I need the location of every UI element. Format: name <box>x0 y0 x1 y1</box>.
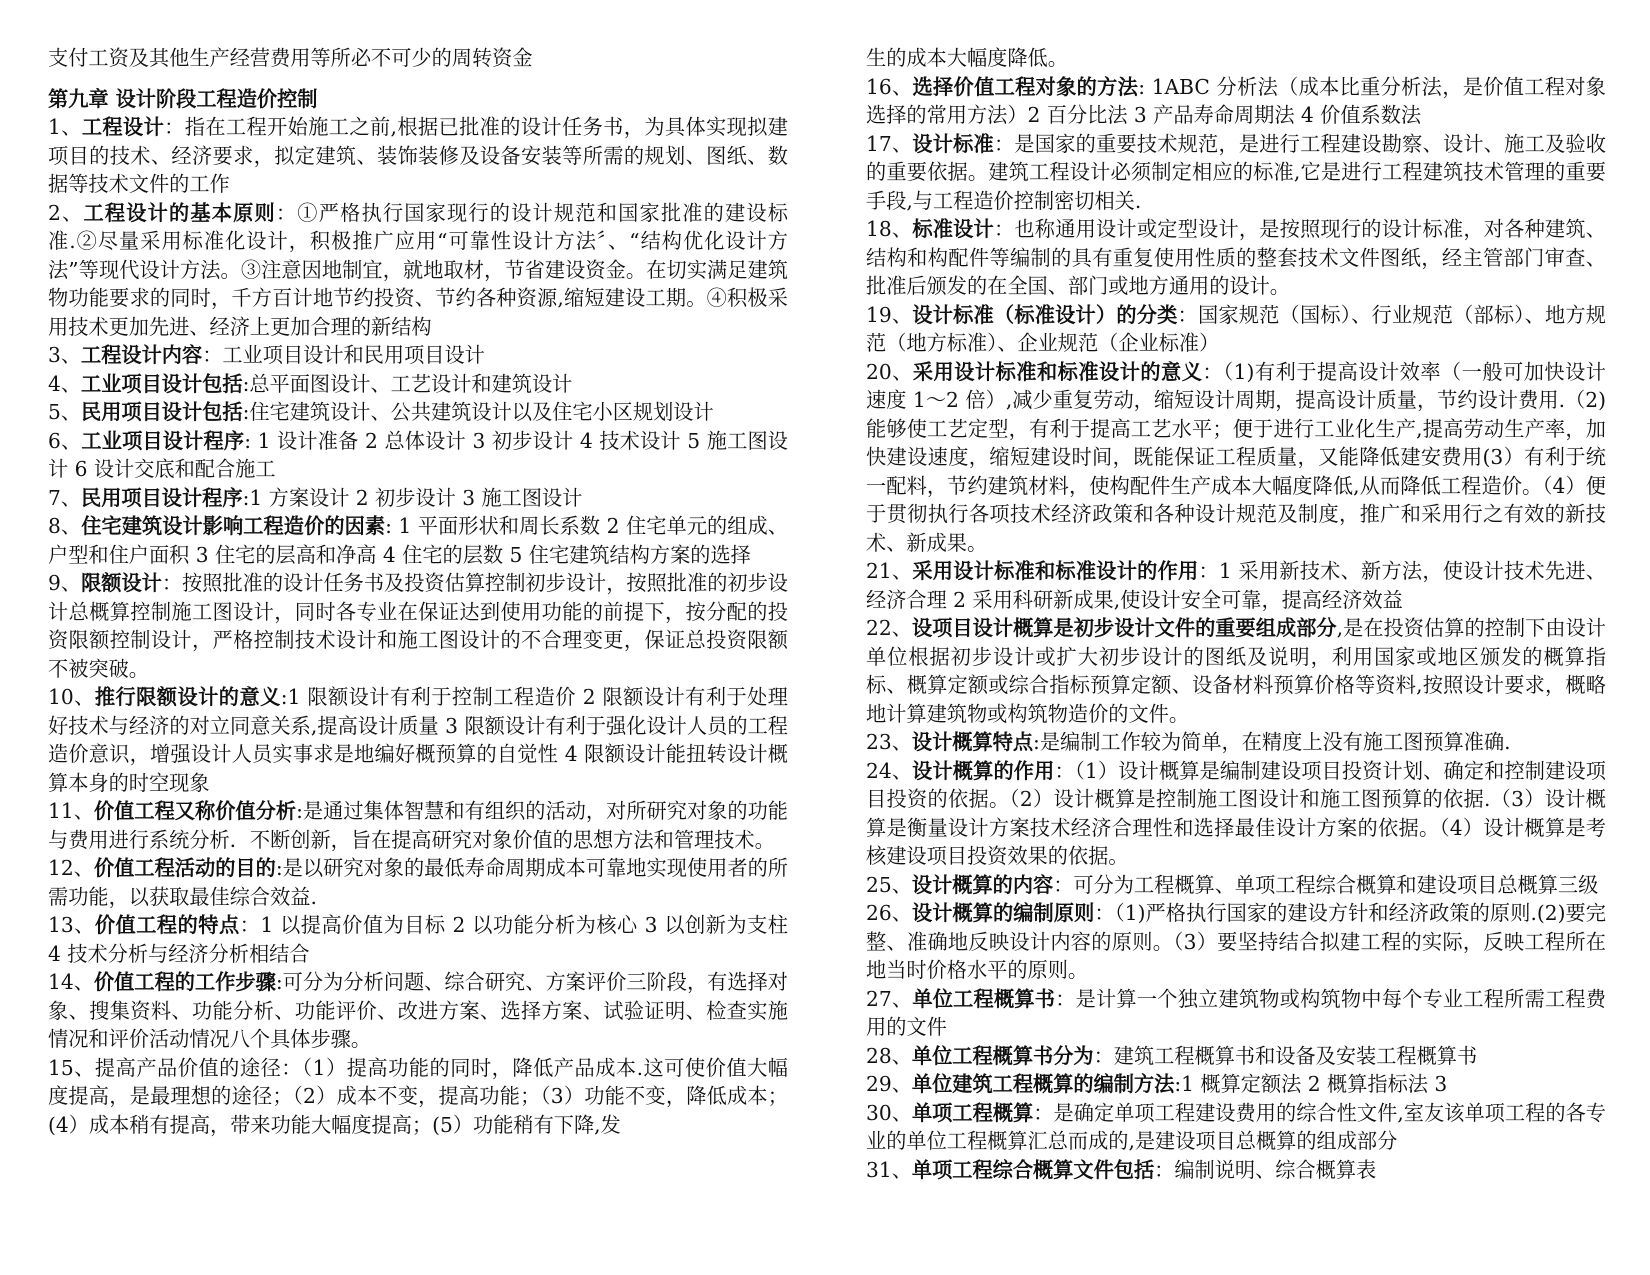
list-item <box>866 985 1606 1042</box>
item-number: 27、 <box>866 986 913 1011</box>
list-item <box>866 1070 1606 1099</box>
item-number: 24、 <box>866 758 913 783</box>
item-term: 单位工程概算书 <box>912 986 1056 1011</box>
item-number: 12、 <box>48 856 94 880</box>
item-number: 17、 <box>866 131 913 156</box>
item-text: ,是在投资估算的控制下由设计单位根据初步设计或扩大初步设计的图纸及说明，利用国家或地区颁发的概算指标、概算定额或综合指标预算定额、设备材料预算价格等资料,按照设计要求，概略地计算建筑物或构筑物造价的文件。 <box>866 616 1606 726</box>
item-term: 设计概算的作用 <box>912 758 1055 783</box>
list-item <box>866 130 1606 216</box>
item-number: 8、 <box>48 514 82 538</box>
item-term: 工程设计 <box>81 115 165 139</box>
list-item <box>48 512 788 569</box>
item-number: 20、 <box>866 359 913 384</box>
item-term: 价值工程活动的目的 <box>93 856 276 880</box>
intro-line: 支付工资及其他生产经营费用等所必不可少的周转资金 <box>48 46 533 70</box>
item-term: 设计标准 <box>912 131 994 156</box>
list-item <box>48 427 788 484</box>
list-item <box>48 683 788 797</box>
list-item <box>866 728 1606 757</box>
list-item <box>866 899 1606 985</box>
item-term: 设计概算的编制原则 <box>912 901 1095 925</box>
list-item <box>48 199 788 342</box>
item-term: 采用设计标准和标准设计的作用 <box>912 559 1199 583</box>
item-number: 23、 <box>866 730 912 754</box>
item-text: :1 限额设计有利于控制工程造价 2 限额设计有利于处理好技术与经济的对立同意关系,提高设计质量 3 限额设计有利于强化设计人员的工程造价意识，增强设计人员实事求是地编好概预算的自觉性 4 限额设计能扭转设计概算本身的时空现象 <box>48 685 788 795</box>
item-number: 21、 <box>866 559 913 583</box>
chapter-title: 第九章 设计阶段工程造价控制 <box>48 86 318 111</box>
item-number: 15、 <box>48 1055 95 1080</box>
item-term: 设计概算特点 <box>911 730 1034 754</box>
item-number: 31、 <box>866 1157 912 1182</box>
item-term: 民用项目设计程序 <box>81 485 243 510</box>
item-text: :总平面图设计、工艺设计和建筑设计 <box>242 371 573 396</box>
item-text: 提高产品价值的途径：（1）提高功能的同时，降低产品成本.这可使价值大幅度提高，是最理想的途径；（2）成本不变，提高功能；（3）功能不变，降低成本；(4）成本稍有提高，带来功能大幅度提高；(5）功能稍有下降,发 <box>48 1055 788 1137</box>
item-number: 28、 <box>866 1043 912 1068</box>
item-text: ：是确定单项工程建设费用的综合性文件,室友该单项工程的各专业的单位工程概算汇总而成的,是建设项目总概算的组成部分 <box>866 1100 1606 1153</box>
item-term: 单位建筑工程概算的编制方法 <box>911 1072 1175 1096</box>
item-term: 标准设计 <box>912 217 994 241</box>
list-item <box>48 797 788 854</box>
left-column <box>48 44 788 1139</box>
right-items <box>866 73 1606 1185</box>
list-item <box>48 398 788 427</box>
list-item <box>866 215 1606 301</box>
item-text: ：是计算一个独立建筑物或构筑物中每个专业工程所需工程费用的文件 <box>866 986 1606 1039</box>
item-term: 单位工程概算书分为 <box>911 1043 1094 1068</box>
list-item <box>866 871 1606 900</box>
left-items <box>48 113 788 1139</box>
item-term: 工业项目设计包括 <box>81 371 243 396</box>
item-text: ：国家规范（国标）、行业规范（部标）、地方规范（地方标准）、企业规范（企业标准） <box>866 302 1606 355</box>
item-number: 1、 <box>48 115 82 139</box>
item-number: 22、 <box>866 616 912 640</box>
item-term: 选择价值工程对象的方法 <box>912 74 1139 99</box>
item-number: 6、 <box>48 428 82 453</box>
list-item <box>866 301 1606 358</box>
item-text: :是通过集体智慧和有组织的活动，对所研究对象的功能与费用进行系统分析．不断创新，旨在提高研究对象价值的思想方法和管理技术。 <box>48 799 788 852</box>
item-term: 单项工程概算 <box>911 1100 1034 1125</box>
list-item <box>48 911 788 968</box>
item-number: 13、 <box>48 913 95 937</box>
item-term: 设项目设计概算是初步设计文件的重要组成部分 <box>911 616 1337 640</box>
item-number: 26、 <box>866 901 913 925</box>
right-column <box>866 44 1606 1184</box>
item-number: 10、 <box>48 685 95 709</box>
item-term: 采用设计标准和标准设计的意义 <box>912 359 1203 384</box>
item-number: 25、 <box>866 872 912 897</box>
item-number: 19、 <box>866 302 913 327</box>
item-text: ：编制说明、综合概算表 <box>1154 1157 1377 1182</box>
item-text: ：建筑工程概算书和设备及安装工程概算书 <box>1093 1043 1478 1068</box>
list-item <box>48 968 788 1054</box>
item-term: 住宅建筑设计影响工程造价的因素 <box>81 514 386 538</box>
item-term: 价值工程又称价值分析 <box>93 799 297 823</box>
item-term: 限额设计 <box>81 571 162 595</box>
item-term: 工程设计内容 <box>81 343 203 367</box>
item-number: 5、 <box>48 400 82 424</box>
list-item <box>48 341 788 370</box>
item-text: ：也称通用设计或定型设计，是按照现行的设计标准，对各种建筑、结构和构配件等编制的具有重复使用性质的整套技术文件图纸，经主管部门审查、批准后颁发的在全国、部门或地方通用的设计。 <box>866 217 1606 298</box>
item-text: :1 概算定额法 2 概算指标法 3 <box>1174 1072 1448 1096</box>
item-text: :是编制工作较为简单，在精度上没有施工图预算准确. <box>1033 730 1511 754</box>
item-number: 11、 <box>48 799 94 823</box>
list-item <box>866 358 1606 558</box>
item-number: 3、 <box>48 343 82 367</box>
item-text: :住宅建筑设计、公共建筑设计以及住宅小区规划设计 <box>242 400 714 424</box>
item-text: ：工业项目设计和民用项目设计 <box>202 343 485 367</box>
item-text: ：按照批准的设计任务书及投资估算控制初步设计，按照批准的初步设计总概算控制施工图设计，同时各专业在保证达到使用功能的前提下，按分配的投资限额控制设计，严格控制技术设计和施工图设计的不合理变更，保证总投资限额不被突破。 <box>48 571 788 681</box>
item-term: 单项工程综合概算文件包括 <box>911 1157 1155 1182</box>
item-number: 30、 <box>866 1100 912 1125</box>
item-term: 民用项目设计包括 <box>81 400 243 424</box>
item-number: 2、 <box>48 200 84 225</box>
list-item <box>48 484 788 513</box>
item-number: 16、 <box>866 74 913 99</box>
item-text: :1 方案设计 2 初步设计 3 施工图设计 <box>242 485 583 510</box>
continuation-line: 生的成本大幅度降低。 <box>866 46 1068 70</box>
item-text: ：可分为工程概算、单项工程综合概算和建设项目总概算三级 <box>1053 872 1599 897</box>
item-term: 推行限额设计的意义 <box>94 685 281 709</box>
item-text: : 1 平面形状和周长系数 2 住宅单元的组成、户型和住户面积 3 住宅的层高和净高 4 住宅的层数 5 住宅建筑结构方案的选择 <box>48 514 788 567</box>
list-item <box>48 370 788 399</box>
item-number: 9、 <box>48 571 82 595</box>
item-text: ：①严格执行国家现行的设计规范和国家批准的建设标准.②尽量采用标准化设计，积极推广应用“可靠性设计方法〞、“结构优化设计方法”等现代设计方法。③注意因地制宜，就地取材，节省建设资金。在切实满足建筑物功能要求的同时，千方百计地节约投资、节约各种资源,缩短建设工期。④积极采用技术更加先进、经济上更加合理的新结构 <box>48 200 788 339</box>
list-item <box>866 1099 1606 1156</box>
item-term: 工程设计的基本原则 <box>83 200 276 225</box>
list-item <box>866 757 1606 871</box>
item-number: 7、 <box>48 485 82 510</box>
item-text: ：指在工程开始施工之前,根据已批准的设计任务书，为具体实现拟建项目的技术、经济要求，拟定建筑、装饰装修及设备安装等所需的规划、图纸、数据等技术文件的工作 <box>48 115 788 196</box>
item-text: ：（1)有利于提高设计效率（一般可加快设计速度 1～2 倍）,减少重复劳动，缩短设计周期，提高设计质量，节约设计费用.（2)能够使工艺定型，有利于提高工艺水平；便于进行工业化生产,提高劳动生产率，加快建设速度，缩短建设时间，既能保证工程质量，又能降低建安费用(3）有利于统一配料，节约建筑材料，使构配件生产成本大幅度降低,从而降低工程造价。（4）便于贯彻执行各项技术经济政策和各种设计规范及制度，推广和采用行之有效的新技术、新成果。 <box>866 359 1606 555</box>
item-term: 工业项目设计程序 <box>81 428 245 453</box>
item-text: ：是国家的重要技术规范，是进行工程建设勘察、设计、施工及验收的重要依据。建筑工程设计必须制定相应的标准,它是进行工程建筑技术管理的重要手段,与工程造价控制密切相关. <box>866 131 1606 213</box>
item-text: : 1ABC 分析法（成本比重分析法，是价值工程对象选择的常用方法）2 百分比法 3 产品寿命周期法 4 价值系数法 <box>866 74 1606 127</box>
item-number: 14、 <box>48 970 94 994</box>
item-number: 18、 <box>866 217 913 241</box>
item-term: 价值工程的工作步骤 <box>93 970 276 994</box>
item-number: 29、 <box>866 1072 912 1096</box>
item-text: ：（1)严格执行国家的建设方针和经济政策的原则.(2)要完整、准确地反映设计内容的原则。（3）要坚持结合拟建工程的实际，反映工程所在地当时价格水平的原则。 <box>866 901 1606 982</box>
list-item <box>866 73 1606 130</box>
item-text: ：（1）设计概算是编制建设项目投资计划、确定和控制建设项目投资的依据。（2）设计概算是控制施工图设计和施工图预算的依据.（3）设计概算是衡量设计方案技术经济合理性和选择最佳设计方案的依据。（4）设计概算是考核建设项目投资效果的依据。 <box>866 758 1606 868</box>
list-item <box>48 569 788 683</box>
list-item <box>866 1042 1606 1071</box>
item-text: ：1 以提高价值为目标 2 以功能分析为核心 3 以创新为支柱 4 技术分析与经济分析相结合 <box>48 913 788 966</box>
item-term: 设计标准（标准设计）的分类 <box>912 302 1178 327</box>
item-term: 价值工程的特点 <box>94 913 240 937</box>
list-item <box>48 1054 788 1140</box>
item-text: ：1 采用新技术、新方法，使设计技术先进、经济合理 2 采用科研新成果,使设计安全可靠，提高经济效益 <box>866 559 1606 612</box>
item-text: :可分为分析问题、综合研究、方案评价三阶段，有选择对象、搜集资料、功能分析、功能评价、改进方案、选择方案、试验证明、检查实施情况和评价活动情况八个具体步骤。 <box>48 970 788 1051</box>
list-item <box>866 1156 1606 1185</box>
list-item <box>48 113 788 199</box>
list-item <box>48 854 788 911</box>
item-text: : 1 设计准备 2 总体设计 3 初步设计 4 技术设计 5 施工图设计 6 设计交底和配合施工 <box>48 428 788 481</box>
list-item <box>866 557 1606 614</box>
item-number: 4、 <box>48 371 82 396</box>
item-text: :是以研究对象的最低寿命周期成本可靠地实现使用者的所需功能，以获取最佳综合效益. <box>48 856 788 909</box>
list-item <box>866 614 1606 728</box>
item-term: 设计概算的内容 <box>911 872 1054 897</box>
